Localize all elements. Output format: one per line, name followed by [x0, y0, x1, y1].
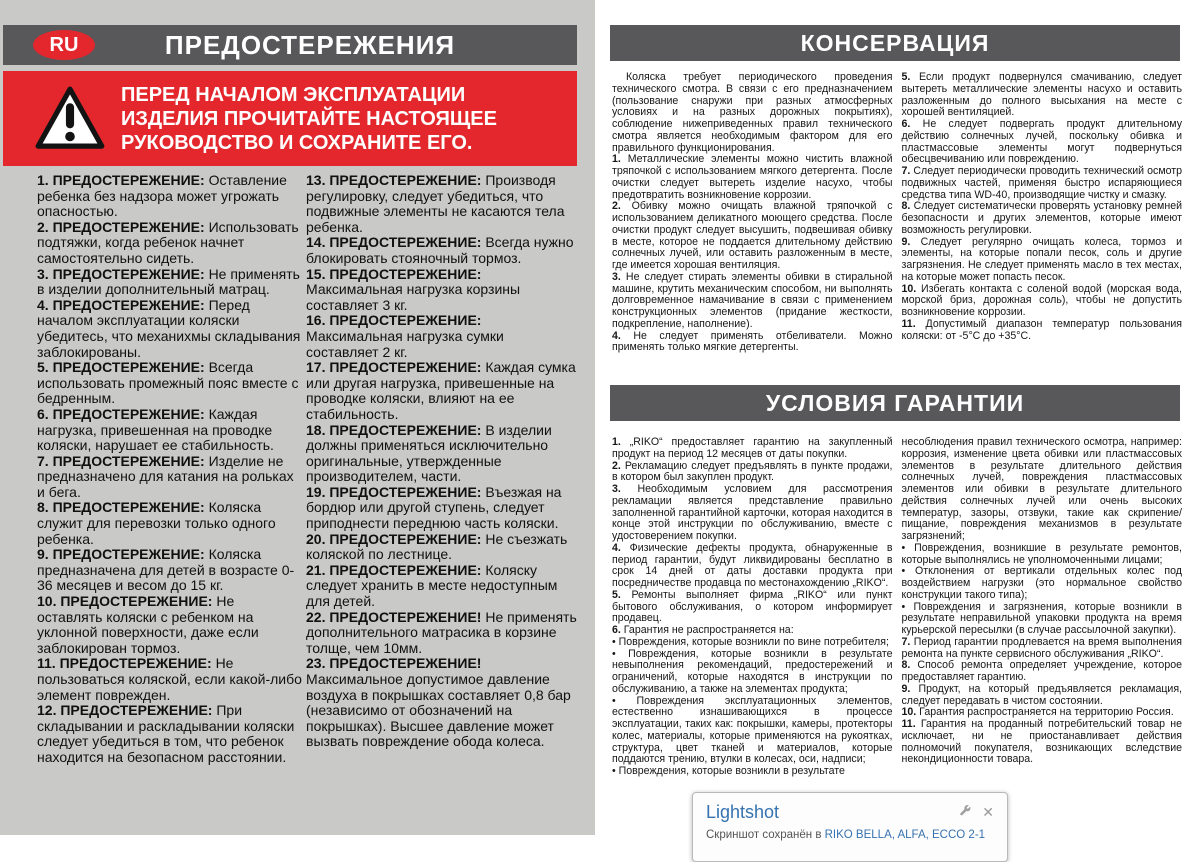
paragraph: 2. Рекламацию следует предъявлять в пункте продажи, в котором был закуплен продукт. [612, 459, 893, 484]
paragraph: 10. ПРЕДОСТЕРЕЖЕНИЕ: Не оставлять коляски с ребенком на уклонной поверхности, даже если заблокирован тормоз. [37, 593, 259, 656]
paragraph: 1. ПРЕДОСТЕРЕЖЕНИЕ: Оставление ребенка без надзора может угрожать опасностью. [37, 172, 287, 220]
warnings-title: ПРЕДОСТЕРЕЖЕНИЯ [164, 29, 456, 60]
paragraph: 5. Ремонты выполняет фирма „RIKO“ или пункт бытового обслуживания, о котором информирует продавец. [612, 588, 893, 625]
paragraph: • Повреждения, возникшие в результате ремонтов, которые выполнялись не уполномоченными лицами; [901, 541, 1182, 566]
paragraph: • Повреждения, которые возникли в результате невыполнения рекомендаций, предостережений и ограничений, которые находятся в инструкции по обслуживанию, а также на элементах продукта; [612, 647, 893, 695]
paragraph: • Повреждения, которые возникли в результате [612, 765, 845, 777]
lightshot-title: Lightshot [706, 802, 780, 822]
paragraph: 7. ПРЕДОСТЕРЕЖЕНИЕ: Изделие не предназначено для катания на рольках и бега. [37, 452, 294, 500]
warranty-columns [612, 437, 1182, 827]
paragraph: 10. Избегать контакта с соленой водой (морская вода, морской бриз, дорожная соль), чтобы не допустить возникновение коррозии. [901, 282, 1182, 318]
paragraph: 6. Гарантия не распространяется на: [612, 624, 794, 636]
paragraph: 2. Обивку можно очищать влажной тряпочкой с использованием деликатного моющего средства. После очистки продукт следует высушить, подвешивая обивку в месте, которое не поддается длительному действию солнечных лучей, или оставить разложенным в месте, где имеется хорошая вентиляция. [612, 200, 893, 271]
paragraph: 14. ПРЕДОСТЕРЕЖЕНИЕ: Всегда нужно блокировать стояночный тормоз. [306, 234, 574, 266]
paragraph: 20. ПРЕДОСТЕРЕЖЕНИЕ: Не съезжать коляской по лестнице. [306, 530, 568, 563]
settings-wrench-icon[interactable] [959, 804, 972, 819]
maintenance-header-bar [610, 25, 1180, 61]
paragraph: Коляска требует периодического проведения технического смотра. В связи с его предназначением (пользование снаружи при разных атмосферных условиях и на разных дорожных покрытиях), соблюдение нижеприведенных правил технического смотра является необходимым фактором для его правильного функционирования. [612, 71, 893, 154]
paragraph: 13. ПРЕДОСТЕРЕЖЕНИЕ: Производя регулировку, следует убедиться, что подвижные элементы не касаются тела ребенка. [306, 172, 565, 235]
warnings-column-1 [37, 173, 303, 766]
paragraph: 22. ПРЕДОСТЕРЕЖЕНИЕ! Не применять дополнительного матрасика в корзине толще, чем 10мм. [306, 608, 577, 656]
paragraph: 11. ПРЕДОСТЕРЕЖЕНИЕ: Не пользоваться коляской, если какой-либо элемент поврежден. [37, 655, 302, 703]
warranty-column-2 [902, 437, 1183, 827]
paragraph: 9. Следует регулярно очищать колеса, тормоз и элементы, на которые попали песок, соль и другие загрязнения. Не следует применять масло в тех местах, на которые может попасть песок. [901, 235, 1182, 283]
manual-page-warnings [0, 0, 595, 835]
paragraph: 2. ПРЕДОСТЕРЕЖЕНИЕ: Использовать подтяжки, когда ребенок начнет самостоятельно сидеть. [37, 218, 299, 266]
paragraph: 10. Гарантия распространяется на территорию Россия. [901, 706, 1174, 719]
manual-page-maintenance-warranty [595, 0, 1191, 835]
lightshot-notification[interactable] [692, 792, 1008, 862]
paragraph: 3. ПРЕДОСТЕРЕЖЕНИЕ: Не применять в изделии дополнительный матрац. [37, 265, 300, 298]
paragraph: 5. ПРЕДОСТЕРЕЖЕНИЕ: Всегда использовать промежный пояс вместе с бедренным. [37, 359, 299, 407]
paragraph: 18. ПРЕДОСТЕРЕЖЕНИЕ: В изделии должны применяться исключительно оригинальные, утвержденные производителем, части. [306, 421, 552, 485]
warning-triangle-icon [33, 82, 107, 154]
paragraph: 6. ПРЕДОСТЕРЕЖЕНИЕ: Каждая нагрузка, привешенная на проводке коляски, нарушает ее стабильность. [37, 405, 274, 454]
paragraph: 3. Необходимым условием для рассмотрения рекламации является представление правильно заполненной гарантийной карточки, которая находится в конце этой инструкции по обслуживанию, вместе с удостоверением покупки. [612, 483, 893, 542]
paragraph: 15. ПРЕДОСТЕРЕЖЕНИЕ: Максимальная нагрузка корзины составляет 3 кг. [306, 265, 521, 313]
maintenance-column-1 [612, 72, 893, 375]
paragraph: 7. Следует периодически проводить технический осмотр подвижных частей, применяя быстро испаряющиеся средства типа WD-40, производящие чистку и смазку. [901, 165, 1183, 201]
paragraph: 8. Способ ремонта определяет учреждение, которое предоставляет гарантию. [901, 659, 1182, 683]
paragraph: 23. ПРЕДОСТЕРЕЖЕНИЕ! Максимальное допустимое давление воздуха в покрышках составляет 0,8 бар (независимо от обозначений на покрышках). Высшее давление может вызвать повреждение обода колеса. [306, 655, 571, 750]
warnings-columns [37, 173, 579, 766]
lightshot-message-prefix: Скриншот сохранён в [706, 829, 825, 841]
close-icon[interactable]: ✕ [982, 803, 994, 820]
paragraph: 9. Продукт, на который предъявляется рекламация, следует передавать в чистом состоянии. [901, 682, 1182, 707]
paragraph: 7. Период гарантии продлевается на время выполнения ремонта на пункте сервисного обслуживания „RIKO“. [901, 635, 1182, 660]
paragraph: 11. Допустимый диапазон температур пользования коляски: от -5°C до +35°C. [901, 317, 1182, 342]
paragraph: 8. ПРЕДОСТЕРЕЖЕНИЕ: Коляска служит для перевозки только одного ребенка. [37, 499, 276, 547]
paragraph: 11. Гарантия на проданный потребительский товар не исключает, ни не приостанавливает действия полномочий покупателя, возникающих вследствие некондиционности товара. [901, 718, 1182, 766]
language-badge-label: RU [49, 33, 79, 56]
read-manual-banner [3, 71, 577, 166]
warnings-header-bar [3, 25, 577, 65]
warranty-header-bar [610, 385, 1180, 421]
paragraph: 17. ПРЕДОСТЕРЕЖЕНИЕ: Каждая сумка или другая нагрузка, привешенные на проводке коляски, влияют на ее стабильность. [306, 359, 576, 422]
paragraph: 5. Если продукт подвернулся смачиванию, следует вытереть металлические элементы насухо и оставить разложенным до полного высыхания на месте с хорошей вентиляцией. [901, 71, 1183, 119]
paragraph: 6. Не следует подвергать продукт длительному действию солнечных лучей, поскольку обивка и пластмассовые элементы могут подвернуться обесцвечиванию или повреждению. [901, 118, 1182, 166]
paragraph: • Повреждения, которые возникли по вине потребителя; [612, 635, 889, 648]
language-badge-ru [33, 30, 95, 60]
lightshot-saved-link[interactable]: RIKO BELLA, ALFA, ECCO 2-1 [824, 829, 986, 841]
paragraph: 12. ПРЕДОСТЕРЕЖЕНИЕ: При складывании и раскладывании коляски следует убедиться в том, что ребенок находится на безопасном расстоянии. [37, 702, 295, 765]
paragraph: несоблюдения правил технического осмотра, например: коррозия, изменение цвета обивки или пластмассовых элементов в результате длительного действия солнечных лучей, повреждения пластмассовых элементов или обивки в результате длительного действия солнечных лучей или очень высоких температур, зазоры, отзвуки, такие как скрипение/ пищание, повреждения механизмов в результате загрязнений; [901, 436, 1182, 542]
paragraph: 3. Не следует стирать элементы обивки в стиральной машине, крутить механическим способом, ни выполнять долговременное намачивание в связи с применением конструкционных элементов (придание жесткости, подкрепление, наполнение). [612, 270, 893, 330]
paragraph: 1. „RIKO“ предоставляет гарантию на закупленный продукт на период 12 месяцев от даты покупки. [612, 436, 893, 460]
warranty-title: УСЛОВИЯ ГАРАНТИИ [765, 389, 1025, 416]
warranty-column-1 [612, 437, 893, 827]
maintenance-title: КОНСЕРВАЦИЯ [800, 29, 990, 56]
paragraph: 16. ПРЕДОСТЕРЕЖЕНИЕ: Максимальная нагрузка сумки составляет 2 кг. [306, 312, 504, 360]
lightshot-message[interactable] [706, 829, 994, 841]
paragraph: 9. ПРЕДОСТЕРЕЖЕНИЕ: Коляска предназначена для детей в возрасте 0-36 месяцев и весом до 15 кг. [37, 546, 295, 594]
paragraph: • Повреждения и загрязнения, которые возникли в результате неправильной упаковки продукта на время курьерской пересылки (в случае рассылочной закупки). [901, 600, 1182, 636]
maintenance-column-2 [902, 72, 1183, 375]
paragraph: 1. Металлические элементы можно чистить влажной тряпочкой с использованием мягкого детергента. После очистки следует вытереть изделие насухо, чтобы предотвратить возникновение коррозии. [612, 153, 893, 201]
paragraph: • Отклонения от вертикали отдельных колес под воздействием нагрузки (это нормальное свойство конструкции такого типа); [901, 565, 1182, 601]
paragraph: 8. Следует систематически проверять установку ремней безопасности и других элементов, которые имеют возможность регулировки. [901, 200, 1183, 236]
paragraph: 21. ПРЕДОСТЕРЕЖЕНИЕ: Коляску следует хранить в месте недоступным для детей. [306, 561, 558, 610]
warnings-column-2 [306, 173, 578, 766]
read-manual-banner-text: ПЕРЕД НАЧАЛОМ ЭКСПЛУАТАЦИИ ИЗДЕЛИЯ ПРОЧИТАЙТЕ НАСТОЯЩЕЕ РУКОВОДСТВО И СОХРАНИТЕ ЕГО. [121, 83, 497, 154]
paragraph: • Повреждения эксплуатационных элементов, естественно изнашивающихся в процессе эксплуатации, таких как: покрышки, камеры, протекторы колес, материалы, которые применяются на рукоятках, структура, цвет тканей и материалов, которые поддаются трению, втулки в колесах, оси, надписи; [612, 694, 893, 766]
paragraph: 4. Физические дефекты продукта, обнаруженные в период гарантии, будут ликвидированы бесплатно в срок 14 дней от даты доставки продукта при посредничестве продавца по местонахождению „RIKO“. [612, 541, 893, 589]
paragraph: 4. Не следует применять отбеливатели. Можно применять только мягкие детергенты. [612, 329, 893, 354]
paragraph: 19. ПРЕДОСТЕРЕЖЕНИЕ: Въезжая на бордюр или другой ступень, следует приподнести переднюю часть коляски. [306, 483, 562, 532]
maintenance-columns [612, 72, 1182, 375]
paragraph: 4. ПРЕДОСТЕРЕЖЕНИЕ: Перед началом эксплуатации коляски убедитесь, что механихмы складывания заблокированы. [37, 296, 301, 360]
